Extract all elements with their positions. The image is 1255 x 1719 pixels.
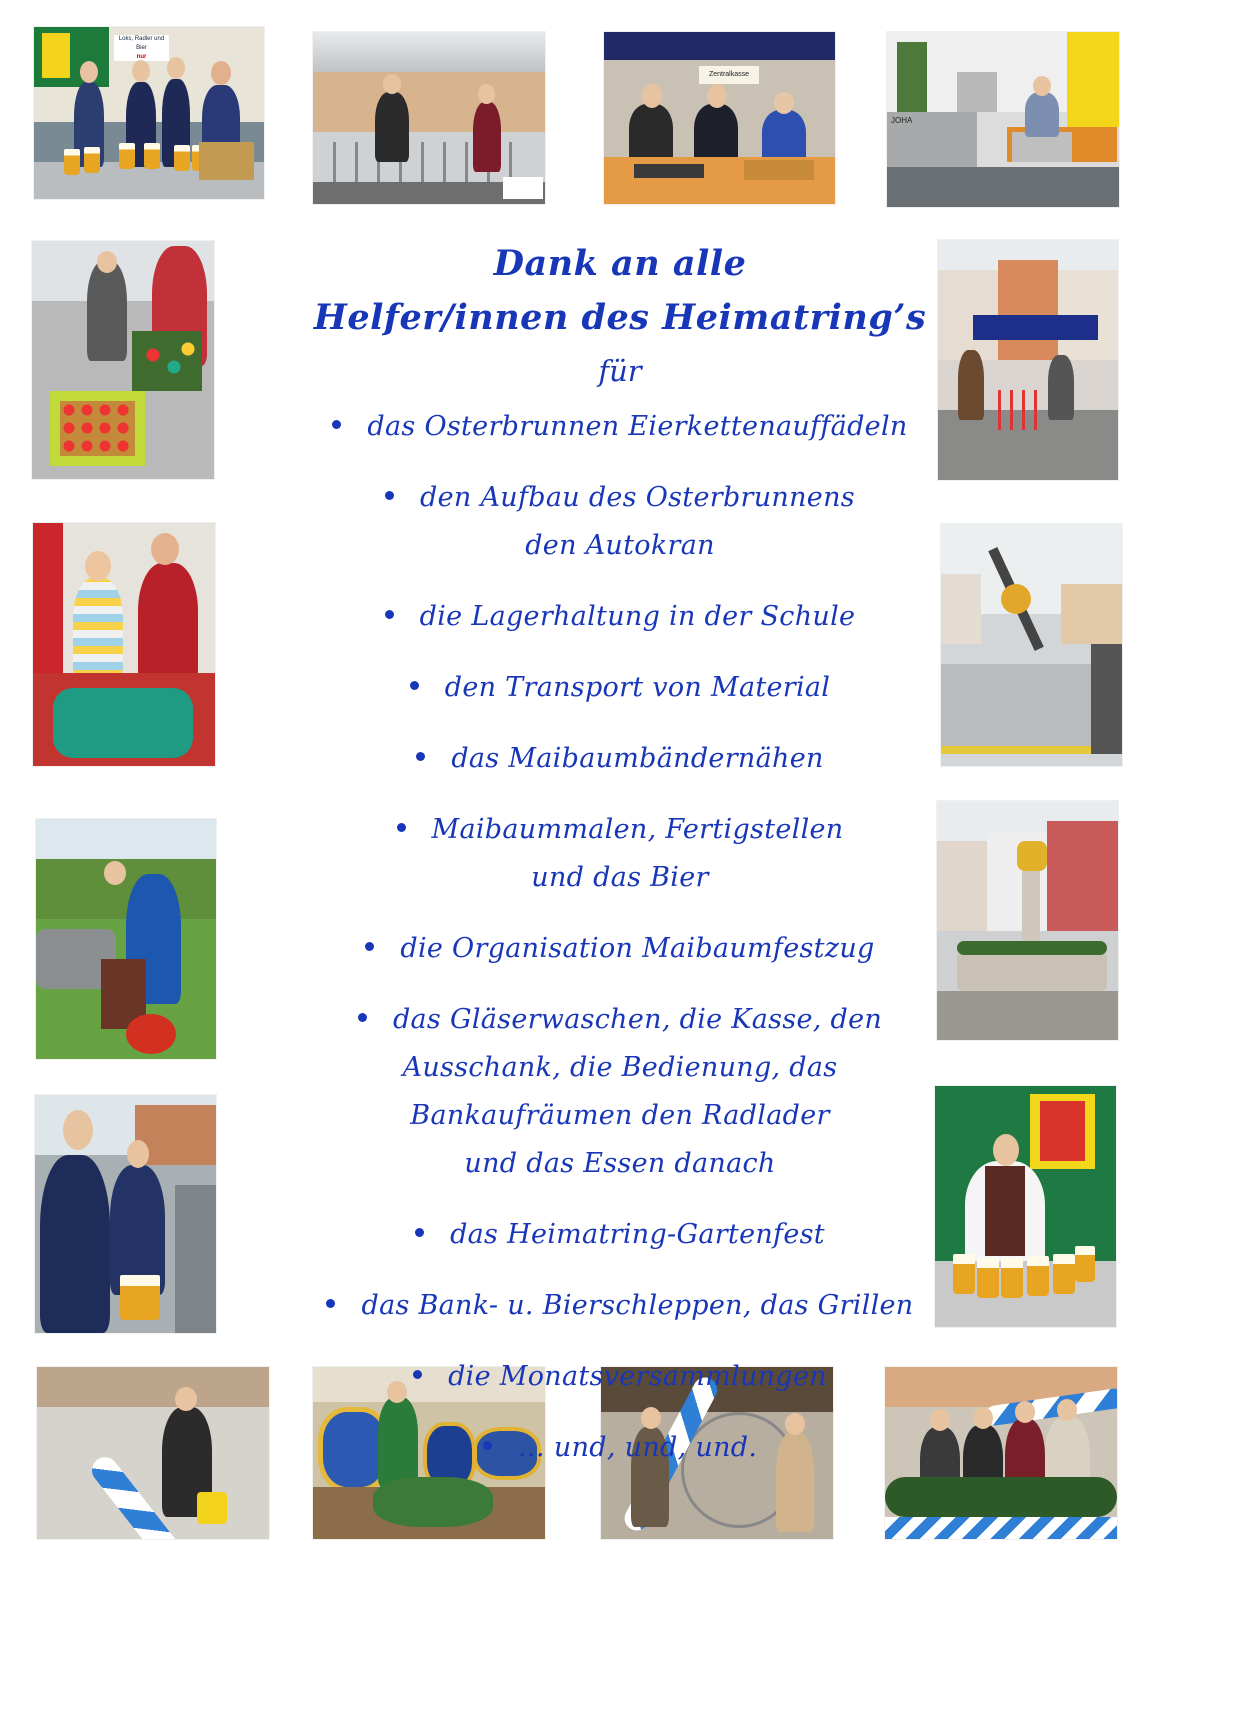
list-item — [240, 806, 1000, 902]
list-item-line: das Gläserwaschen, die Kasse, den — [240, 996, 1000, 1044]
list-item-line: das Osterbrunnen Eierkettenauffädeln — [240, 403, 1000, 451]
list-item — [240, 925, 1000, 973]
helper-task-list — [240, 403, 1000, 1472]
list-item-line: das Maibaumbändernähen — [240, 735, 1000, 783]
photo-ribbon-sewing — [33, 523, 215, 766]
list-item-line: Ausschank, die Bedienung, das — [402, 1052, 838, 1083]
list-item-line: die Lagerhaltung in der Schule — [240, 593, 1000, 641]
price-sign: Loks, Radler und Bier nur — [114, 35, 169, 61]
list-item-line: und das Essen danach — [464, 1148, 776, 1179]
photo-glass-washer — [887, 32, 1119, 207]
list-item — [240, 1353, 1000, 1401]
list-item-line: das Bank- u. Bierschleppen, das Grillen — [240, 1282, 1000, 1330]
poster-title-line2: Helfer/innen des Heimatring’s — [313, 297, 927, 338]
bullet-icon — [415, 1228, 424, 1237]
list-item-line: den Autokran — [525, 530, 715, 561]
list-item — [240, 664, 1000, 712]
list-item — [240, 403, 1000, 451]
list-item-line: und das Bier — [531, 862, 709, 893]
list-item — [240, 1282, 1000, 1330]
photo-beer-pouring — [35, 1095, 216, 1333]
list-item — [240, 474, 1000, 570]
photo-cash-desk — [604, 32, 835, 204]
bullet-icon — [358, 1013, 367, 1022]
bullet-icon — [413, 1370, 422, 1379]
photo-maypole-hall-1 — [37, 1367, 269, 1539]
list-item-line: das Heimatring-Gartenfest — [240, 1211, 1000, 1259]
bullet-icon — [385, 610, 394, 619]
bullet-icon — [326, 1299, 335, 1308]
list-item-line: die Organisation Maibaumfestzug — [240, 925, 1000, 973]
photo-stage-tent — [313, 32, 545, 204]
poster-subtitle: für — [598, 354, 642, 388]
list-item-line: den Aufbau des Osterbrunnens — [240, 474, 1000, 522]
bullet-icon — [483, 1441, 492, 1450]
bullet-icon — [410, 681, 419, 690]
list-item-line: … und, und, und. — [240, 1424, 1000, 1472]
bullet-icon — [385, 491, 394, 500]
list-item — [240, 1211, 1000, 1259]
bullet-icon — [397, 823, 406, 832]
poster-title-line1: Dank an alle — [493, 243, 747, 284]
photo-egg-chains — [32, 241, 214, 479]
list-item — [240, 735, 1000, 783]
bullet-icon — [365, 942, 374, 951]
bullet-icon — [416, 752, 425, 761]
list-item-line: die Monatsversammlungen — [240, 1353, 1000, 1401]
bullet-icon — [332, 420, 341, 429]
photo-beer-stand-helpers — [34, 27, 264, 199]
photo-maypole-painting-garden — [36, 819, 216, 1059]
list-item-line: Maibaummalen, Fertigstellen — [240, 806, 1000, 854]
cash-sign: Zentralkasse — [699, 66, 759, 84]
machine-label: JOHA — [887, 112, 977, 167]
list-item-line: Bankaufräumen den Radlader — [410, 1100, 830, 1131]
thank-you-text — [240, 235, 1000, 1495]
list-item — [240, 1424, 1000, 1472]
list-item — [240, 593, 1000, 641]
list-item-line: den Transport von Material — [240, 664, 1000, 712]
list-item — [240, 996, 1000, 1188]
